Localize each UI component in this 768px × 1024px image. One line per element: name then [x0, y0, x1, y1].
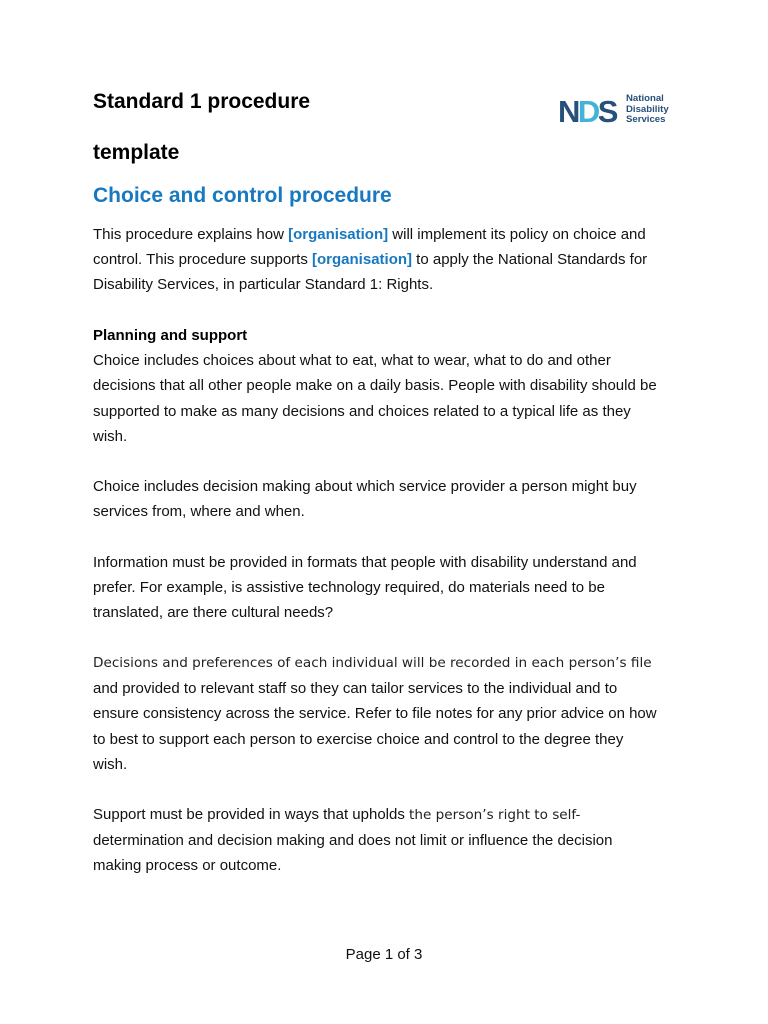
logo-line-national: National	[626, 93, 664, 104]
planning-heading: Planning and support	[93, 327, 248, 344]
information-formats-paragraph	[93, 550, 693, 626]
nds-logo-letters	[558, 94, 618, 127]
logo-letter-n: N	[558, 94, 578, 127]
formats-line-2: prefer. For example, is assistive technology required, do materials need to be	[93, 579, 605, 597]
intro-line-2	[93, 247, 693, 272]
intro-text: This procedure explains how	[93, 226, 289, 243]
support-text: Support must be provided in ways that upholds	[93, 806, 410, 823]
section-title: Choice and control procedure	[93, 184, 392, 207]
planning-line-4: wish.	[93, 427, 128, 445]
nds-logo	[558, 93, 678, 127]
preferences-line-2: and provided to relevant staff so they can tailor services to the individual and to	[93, 680, 618, 698]
preferences-line-1: Decisions and preferences of each individual will be recorded in each person’s file	[93, 655, 652, 671]
support-line-2: determination and decision making and does not limit or influence the decision	[93, 832, 613, 850]
intro-paragraph	[93, 222, 693, 298]
intro-text: will implement its policy on choice and	[388, 226, 646, 243]
preferences-line-3: ensure consistency across the service. Refer to file notes for any prior advice on how	[93, 705, 657, 723]
planning-section	[93, 323, 693, 449]
support-line-3: making process or outcome.	[93, 857, 282, 875]
organisation-placeholder: [organisation]	[312, 251, 413, 269]
preferences-paragraph	[93, 651, 693, 777]
logo-line-disability: Disability	[626, 103, 669, 115]
provider-line-2: services from, where and when.	[93, 503, 305, 521]
support-line-1	[93, 802, 693, 828]
logo-letter-s: S	[597, 94, 616, 127]
intro-line-3: Disability Services, in particular Standard 1: Rights.	[93, 276, 434, 294]
intro-line-1	[93, 222, 693, 247]
provider-line-1: Choice includes decision making about which service provider a person might buy	[93, 478, 637, 495]
planning-line-2: decisions that all other people make on a daily basis. People with disability should be	[93, 377, 657, 395]
intro-text: control. This procedure supports	[93, 251, 313, 269]
document-title-line-1: Standard 1 procedure	[93, 90, 311, 113]
organisation-placeholder: [organisation]	[288, 226, 389, 243]
provider-choice-paragraph	[93, 474, 693, 524]
planning-line-3: supported to make as many decisions and choices related to a typical life as they	[93, 402, 631, 420]
nds-logo-mark	[558, 93, 624, 127]
support-paragraph	[93, 802, 693, 879]
logo-line-services: Services	[626, 114, 666, 125]
preferences-line-4: to best to support each person to exercise choice and control to the degree they	[93, 730, 624, 748]
formats-line-3: translated, are there cultural needs?	[93, 604, 334, 622]
page-number: Page 1 of 3	[345, 946, 423, 963]
document-title-line-2: template	[93, 141, 180, 164]
planning-line-1: Choice includes choices about what to eat, what to wear, what to do and other	[93, 352, 611, 370]
preferences-line-5: wish.	[93, 755, 128, 773]
logo-wordmark	[626, 94, 669, 126]
support-text-rights: the person’s right to self-	[409, 807, 581, 823]
formats-line-1: Information must be provided in formats that people with disability understand and	[93, 554, 637, 571]
intro-text: to apply the National Standards for	[412, 251, 648, 269]
logo-letter-d: D	[577, 94, 598, 127]
